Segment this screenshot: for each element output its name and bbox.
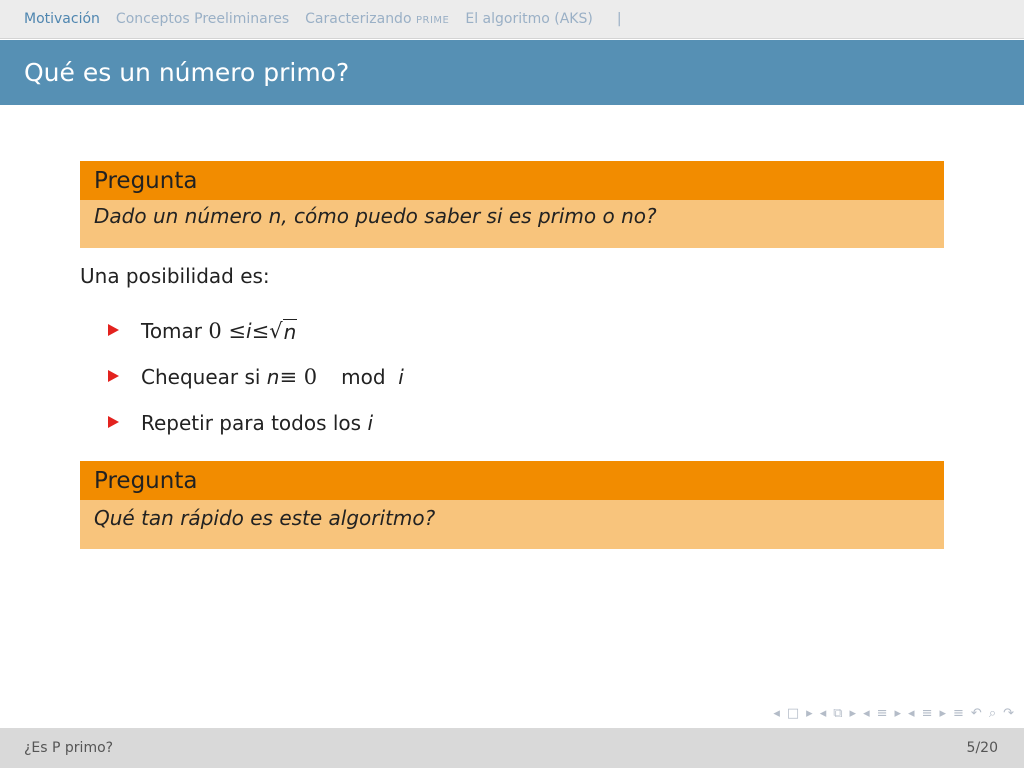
nav-section-conceptos[interactable]: Conceptos Preeliminares — [115, 11, 290, 27]
nav-section-caracterizando[interactable] — [305, 11, 449, 27]
block-body: Qué tan rápido es este algoritmo? — [80, 500, 944, 549]
list-item — [108, 400, 404, 446]
footer-short-title: ¿Es P primo? — [24, 740, 114, 756]
bullet-icon — [108, 370, 119, 382]
bullet-icon — [108, 324, 119, 336]
nav-next-section-icon[interactable]: ▸ — [894, 705, 902, 721]
steps-list — [108, 308, 404, 446]
math-var-i: i — [398, 365, 404, 389]
math-var-i: i — [246, 319, 252, 343]
subsection-icon[interactable]: ⧉ — [833, 705, 843, 721]
sqrt-icon: √ — [269, 319, 283, 343]
block-title: Pregunta — [80, 161, 944, 200]
document-icon[interactable]: ≡ — [921, 705, 933, 721]
question-block-2 — [80, 461, 944, 549]
intro-text: Una posibilidad es: — [80, 264, 270, 288]
back-icon[interactable]: ↶ — [970, 705, 982, 721]
item-text: Repetir para todos los — [141, 411, 362, 435]
beamer-navigation-symbols — [766, 704, 1014, 722]
math-mod: mod — [341, 365, 386, 389]
nav-prev-subsection-icon[interactable]: ◂ — [819, 705, 827, 721]
appendix-icon[interactable]: ≡ — [953, 705, 964, 721]
nav-next-document-icon[interactable]: ▸ — [939, 705, 946, 721]
nav-next-subsection-icon[interactable]: ▸ — [849, 705, 857, 721]
item-text: Tomar — [141, 319, 203, 343]
nav-prev-document-icon[interactable]: ◂ — [908, 705, 915, 721]
forward-icon[interactable]: ↷ — [1003, 705, 1014, 721]
nav-section-motivacion[interactable]: Motivación — [24, 11, 100, 27]
math-congruence: ≡ 0 — [279, 365, 318, 389]
question-block-1 — [80, 161, 944, 248]
frame-title: Qué es un número primo? — [0, 40, 1024, 105]
frame-icon[interactable]: □ — [786, 705, 800, 721]
nav-separator: | — [616, 11, 622, 27]
section-navigation — [0, 0, 1024, 39]
nav-section-algoritmo[interactable]: El algoritmo (AKS) — [465, 11, 593, 27]
page-number: 5/20 — [966, 740, 998, 756]
math-var-n: n — [266, 365, 280, 389]
math-lhs: 0 ≤ — [208, 319, 247, 343]
search-icon[interactable]: ⌕ — [988, 705, 997, 721]
nav-next-frame-icon[interactable]: ▸ — [806, 705, 813, 721]
list-item — [108, 308, 404, 354]
bullet-icon — [108, 416, 119, 428]
nav-prev-section-icon[interactable]: ◂ — [863, 705, 870, 721]
block-body: Dado un número n, cómo puedo saber si es primo o no? — [80, 200, 944, 248]
math-rel: ≤ — [251, 319, 270, 343]
nav-section-caracterizando-prime: PRIME — [415, 15, 450, 26]
section-icon[interactable]: ≡ — [876, 705, 888, 721]
nav-prev-frame-icon[interactable]: ◂ — [773, 705, 780, 721]
math-var-i: i — [367, 411, 373, 435]
block-title: Pregunta — [80, 461, 944, 500]
math-radicand: n — [283, 319, 297, 344]
list-item — [108, 354, 404, 400]
footer — [0, 728, 1024, 768]
item-text: Chequear si — [141, 365, 261, 389]
nav-section-caracterizando-label: Caracterizando — [305, 11, 416, 27]
